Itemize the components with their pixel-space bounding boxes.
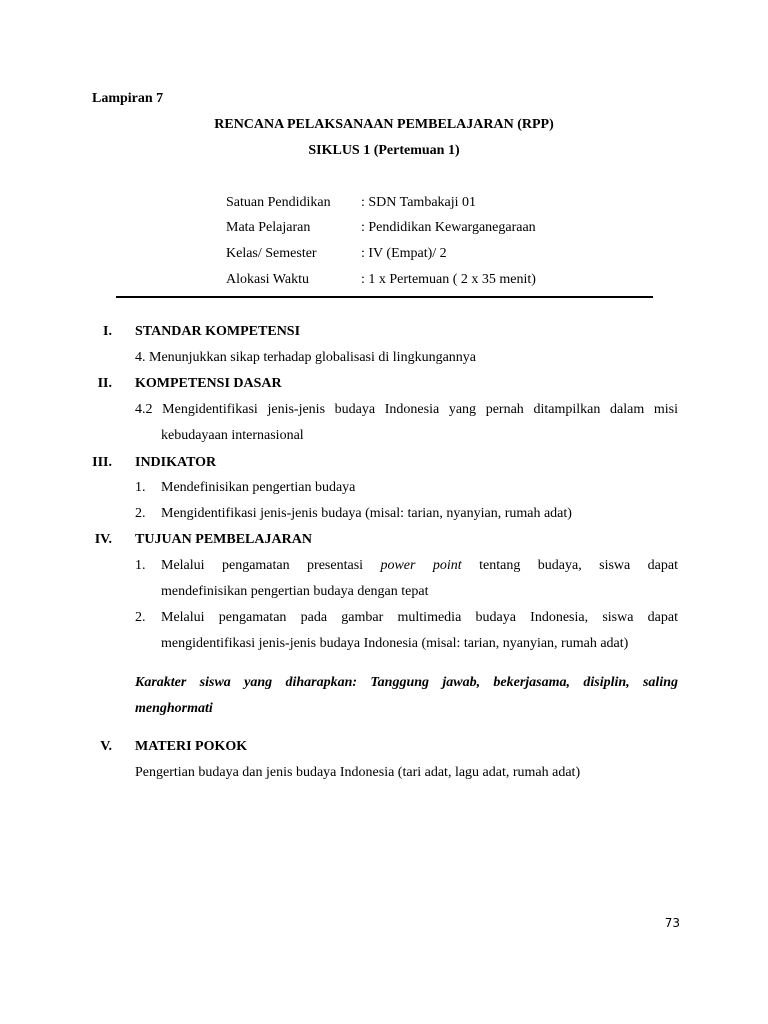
section-number: III. (92, 455, 112, 470)
document-title: RENCANA PELAKSANAAN PEMBELAJARAN (RPP) (214, 117, 554, 132)
tujuan-item-line: mengidentifikasi jenis-jenis budaya Indonesia (misal: tarian, nyanyian, rumah adat) (161, 636, 629, 651)
tujuan-text: Melalui pengamatan presentasi (161, 558, 381, 573)
tujuan-item-line: Melalui pengamatan pada gambar multimedia budaya Indonesia, siswa dapat (161, 610, 678, 625)
identity-label: Satuan Pendidikan (226, 195, 331, 210)
tujuan-italic-term: power point (380, 558, 462, 573)
indikator-item: Mendefinisikan pengertian budaya (161, 480, 356, 495)
document-subtitle: SIKLUS 1 (Pertemuan 1) (308, 143, 460, 158)
section-number: V. (100, 739, 112, 754)
identity-value: : 1 x Pertemuan ( 2 x 35 menit) (361, 272, 536, 287)
tujuan-text: tentang budaya, siswa dapat (461, 558, 678, 573)
header-divider (116, 296, 653, 298)
section-title-kompetensi-dasar: KOMPETENSI DASAR (135, 376, 282, 391)
karakter-line: menghormati (135, 701, 213, 716)
materi-pokok-text: Pengertian budaya dan jenis budaya Indonesia (tari adat, lagu adat, rumah adat) (135, 765, 581, 780)
section-title-standar-kompetensi: STANDAR KOMPETENSI (135, 324, 301, 339)
tujuan-item-line (161, 558, 678, 575)
section-title-indikator: INDIKATOR (135, 455, 217, 470)
section-number: IV. (94, 532, 112, 547)
section-title-tujuan-pembelajaran: TUJUAN PEMBELAJARAN (135, 532, 312, 547)
list-number: 2. (135, 610, 146, 625)
section-title-materi-pokok: MATERI POKOK (135, 739, 248, 754)
karakter-line: Karakter siswa yang diharapkan: Tanggung jawab, bekerjasama, disiplin, saling (135, 675, 678, 690)
section-number: I. (103, 324, 112, 339)
standar-kompetensi-text: 4. Menunjukkan sikap terhadap globalisasi di lingkungannya (135, 350, 476, 365)
tujuan-item-line: mendefinisikan pengertian budaya dengan tepat (161, 584, 429, 599)
identity-label: Kelas/ Semester (226, 246, 317, 261)
page-number: 73 (664, 916, 680, 930)
indikator-item: Mengidentifikasi jenis-jenis budaya (misal: tarian, nyanyian, rumah adat) (161, 506, 572, 521)
identity-value: : IV (Empat)/ 2 (361, 246, 447, 261)
identity-value: : SDN Tambakaji 01 (361, 195, 477, 210)
kompetensi-dasar-line: 4.2 Mengidentifikasi jenis-jenis budaya Indonesia yang pernah ditampilkan dalam misi (135, 402, 678, 417)
identity-value: : Pendidikan Kewarganegaraan (361, 220, 536, 235)
section-number: II. (97, 376, 112, 391)
identity-label: Mata Pelajaran (226, 220, 311, 235)
kompetensi-dasar-line: kebudayaan internasional (161, 428, 304, 443)
list-number: 1. (135, 480, 146, 495)
list-number: 1. (135, 558, 146, 573)
identity-label: Alokasi Waktu (226, 272, 309, 287)
lampiran-label: Lampiran 7 (92, 91, 164, 106)
list-number: 2. (135, 506, 146, 521)
